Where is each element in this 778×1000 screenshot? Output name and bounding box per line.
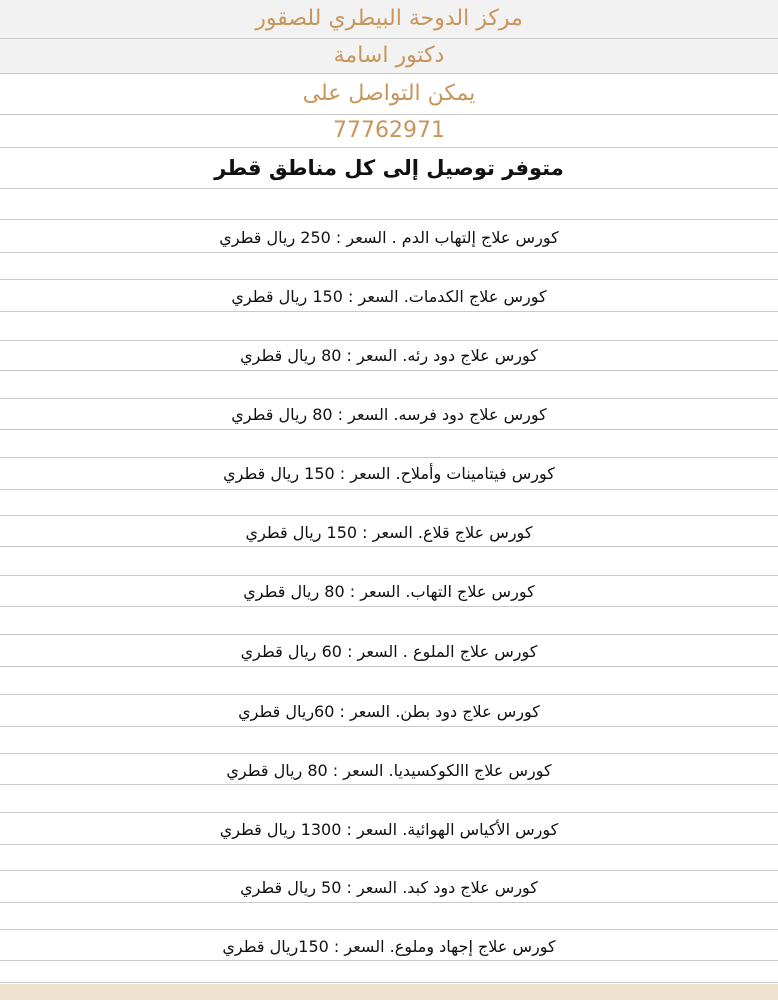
- ruled-line: [0, 114, 778, 115]
- phone-number: 77762971: [333, 118, 445, 143]
- ruled-line: [0, 252, 778, 253]
- course-item: كورس علاج إجهاد وملوع. السعر : 150ريال قطري: [222, 937, 556, 956]
- ruled-line: [0, 982, 778, 983]
- ruled-line: [0, 960, 778, 961]
- course-item: كورس علاج دود كبد. السعر : 50 ريال قطري: [240, 878, 538, 897]
- ruled-line: [0, 340, 778, 341]
- course-item: كورس علاج الكدمات. السعر : 150 ريال قطري: [231, 287, 547, 306]
- ruled-line: [0, 902, 778, 903]
- ruled-line: [0, 147, 778, 148]
- course-item: كورس علاج دود رئه. السعر : 80 ريال قطري: [240, 346, 538, 365]
- course-item: كورس علاج االكوكسيديا. السعر : 80 ريال قطري: [226, 761, 552, 780]
- ruled-line: [0, 73, 778, 74]
- ruled-line: [0, 929, 778, 930]
- ruled-line: [0, 726, 778, 727]
- contact-label: يمكن التواصل على: [302, 81, 476, 106]
- ruled-line: [0, 784, 778, 785]
- course-item: كورس علاج الملوع . السعر : 60 ريال قطري: [240, 642, 538, 661]
- ruled-line: [0, 812, 778, 813]
- ruled-line: [0, 870, 778, 871]
- ruled-line: [0, 575, 778, 576]
- ruled-line: [0, 311, 778, 312]
- ruled-line: [0, 370, 778, 371]
- course-item: كورس علاج دود بطن. السعر : 60ريال قطري: [238, 702, 540, 721]
- ruled-line: [0, 694, 778, 695]
- ruled-line: [0, 429, 778, 430]
- ruled-line: [0, 546, 778, 547]
- course-item: كورس فيتامينات وأملاح. السعر : 150 ريال قطري: [223, 464, 555, 483]
- ruled-line: [0, 844, 778, 845]
- course-item: كورس علاج دود فرسه. السعر : 80 ريال قطري: [231, 405, 547, 424]
- course-item: كورس علاج التهاب. السعر : 80 ريال قطري: [243, 582, 535, 601]
- course-item: كورس الأكياس الهوائية. السعر : 1300 ريال قطري: [219, 820, 559, 839]
- ruled-line: [0, 457, 778, 458]
- ruled-line: [0, 515, 778, 516]
- ruled-line: [0, 188, 778, 189]
- course-item: كورس علاج إلتهاب الدم . السعر : 250 ريال قطري: [219, 228, 559, 247]
- doctor-name: دكتور اسامة: [0, 39, 778, 73]
- ruled-line: [0, 489, 778, 490]
- ruled-line: [0, 606, 778, 607]
- bottom-strip: [0, 984, 778, 1000]
- course-item: كورس علاج قلاع. السعر : 150 ريال قطري: [245, 523, 533, 542]
- ruled-line: [0, 753, 778, 754]
- ruled-line: [0, 38, 778, 39]
- ruled-line: [0, 634, 778, 635]
- center-name: مركز الدوحة البيطري للصقور: [0, 0, 778, 38]
- ruled-line: [0, 398, 778, 399]
- ruled-line: [0, 219, 778, 220]
- ruled-line: [0, 666, 778, 667]
- delivery-note: متوفر توصيل إلى كل مناطق قطر: [214, 156, 564, 180]
- ruled-line: [0, 279, 778, 280]
